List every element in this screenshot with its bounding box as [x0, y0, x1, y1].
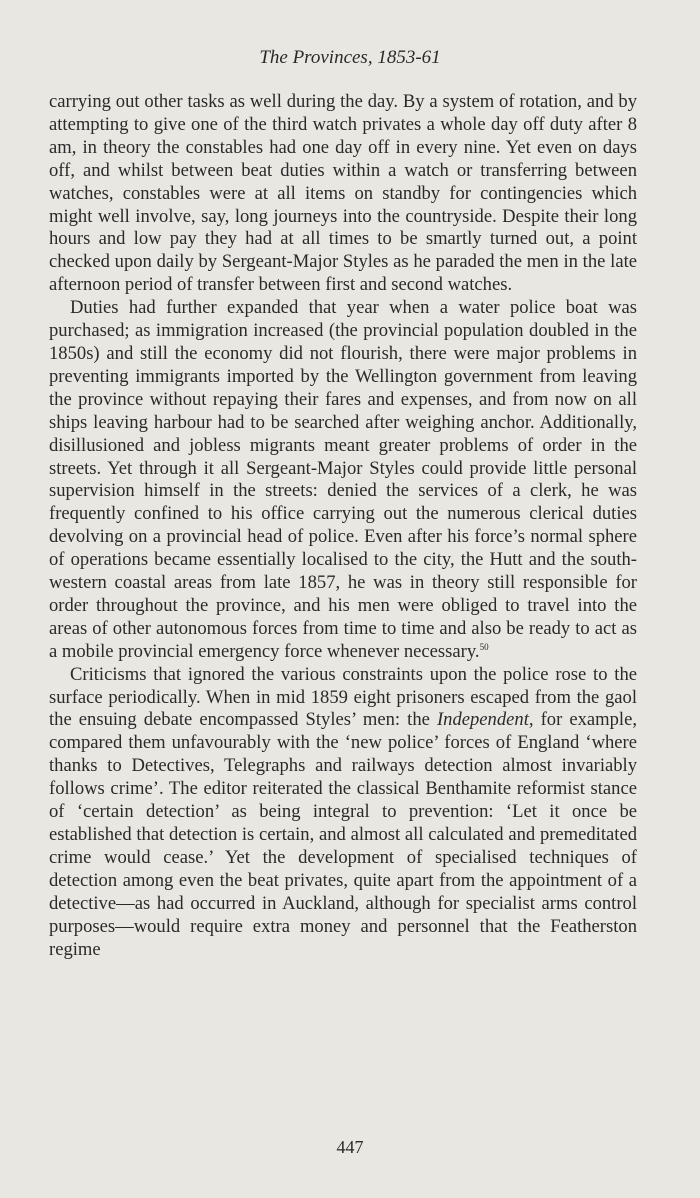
paragraph-3-text-after: for example, compared them unfavourably with the ‘new police’ forces of England ‘where thanks to Detectives, Telegraphs and railways detection almost invariably follows crime’. The editor reiterated the classical Benthamite reformist stance of ‘certain detection’ as being integral to prevention: ‘Let it once be established that detection is certain, and almost all calculated and premeditated crime would cease.’ Yet the development of specialised techniques of detection among even the beat privates, quite apart from the appointment of a detective—as had occurred in Auckland, although for specialist arms control purposes—would require extra money and personnel that the Featherston regime: [49, 709, 637, 960]
footnote-reference[interactable]: 50: [479, 641, 489, 652]
running-head: The Provinces, 1853-61: [259, 47, 441, 68]
paragraph-3: [49, 664, 637, 962]
paragraph-1: carrying out other tasks as well during the day. By a system of rotation, and by attempting to give one of the third watch privates a whole day off duty after 8 am, in theory the constables had one day off in every nine. Yet even on days off, and whilst between beat duties within a watch or transferring between watches, constables were at all items on standby for contingencies which might well involve, say, long journeys into the countryside. Despite their long hours and low pay they had at all times to be smartly turned out, a point checked upon daily by Sergeant-Major Styles as he paraded the men in the late afternoon period of transfer between first and second watches.: [49, 91, 637, 296]
body-text: [49, 91, 637, 961]
paragraph-2: [49, 297, 637, 664]
paragraph-3-text-before: Criticisms that ignored the various constraints upon the police rose to the surface periodically. When in mid 1859 eight prisoners escaped from the gaol the ensuing debate encompassed Styles’ men: the: [49, 663, 637, 731]
newspaper-title: Independent,: [436, 709, 534, 731]
page-number: 447: [336, 1137, 364, 1157]
paragraph-2-text: Duties had further expanded that year when a water police boat was purchased; as immigration increased (the provincial population doubled in the 1850s) and still the economy did not flourish, there were major problems in preventing immigrants imported by the Wellington government from leaving the province without repaying their fares and expenses, and from now on all ships leaving harbour had to be searched after weighing anchor. Additionally, disillusioned and jobless migrants meant greater problems of order in the streets. Yet through it all Sergeant-Major Styles could provide little personal supervision himself in the streets: denied the services of a clerk, he was frequently confined to his office carrying out the numerous clerical duties devolving on a provincial head of police. Even after his force’s normal sphere of operations became essentially localised to the city, the Hutt and the south-western coastal areas from late 1857, he was in theory still responsible for order throughout the province, and his men were obliged to travel into the areas of other autonomous forces from time to time and also be ready to act as a mobile provincial emergency force whenever necessary.: [49, 297, 637, 662]
